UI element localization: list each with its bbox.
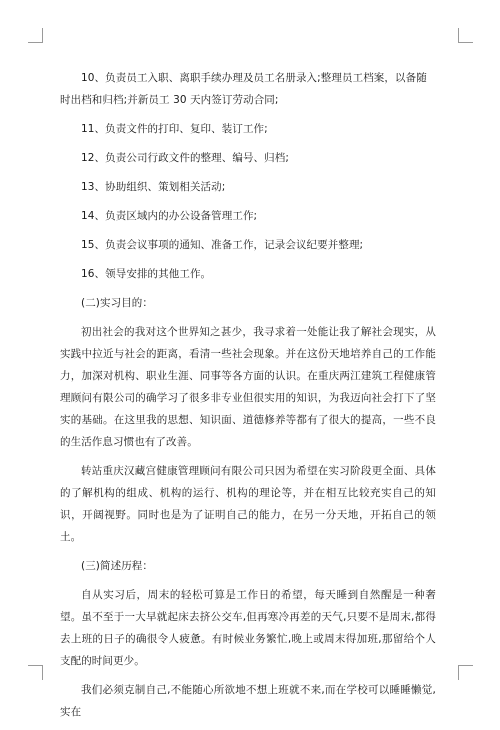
list-item: 12、负责公司行政文件的整理、编号、归档; <box>81 152 289 164</box>
paragraph: 初出社会的我对这个世界知之甚少，我寻求着一处能让我了解社会现实，从实践中拉近与社会的距离，看清一些社会现象。并在这份天地培养自己的工作能力，加深对机构、职业生涯、同事等各方面的认识。在重庆两江建筑工程健康管理顾问有限公司的确学习了很多非专业但很实用的知识，为我迈向社会打下了坚实的基础。在这里我的思想、知识面、道德修养等都有了很大的提高，一些不良的生活作息习惯也有了改善。 <box>60 326 436 448</box>
paragraph: 转站重庆汉藏宫健康管理顾问有限公司只因为希望在实习阶段更全面、具体的了解机构的组成、机构的运行、机构的理论等，并在相互比较充实自己的知识，开阔视野。同时也是为了证明自己的能力，在另一分天地，开拓自己的领土。 <box>60 465 436 543</box>
section-heading-purpose: (二)实习目的： <box>81 297 153 309</box>
crop-mark-bottom-left <box>28 665 43 680</box>
list-item: 10、负责员工入职、离职手续办理及员工名册录入;整理员工档案，以备随时出档和归档;并新员工 30 天内签订劳动合同; <box>60 72 427 106</box>
crop-mark-top-left <box>28 28 43 43</box>
crop-mark-top-right <box>458 28 473 43</box>
list-item: 14、负责区域内的办公设备管理工作; <box>81 210 258 222</box>
paragraph: 自从实习后，周末的轻松可算是工作日的希望，每天睡到自然醒是一种奢望。虽不至于一大早就起床去挤公交车,但再寒冷再差的天气,只要不是周末,都得去上班的日子的确很令人疲惫。有时候业务繁忙,晚上或周末得加班,那留给个人支配的时间更少。 <box>60 589 436 667</box>
document-body <box>60 67 436 730</box>
section-heading-history: (三)简述历程： <box>81 560 153 572</box>
list-item: 13、协助组织、策划相关活动; <box>81 181 226 193</box>
crop-mark-bottom-right <box>458 665 473 680</box>
paragraph: 我们必须克制自己,不能随心所欲地不想上班就不来,而在学校可以睡睡懒觉,实在 <box>60 684 436 718</box>
list-item: 15、负责会议事项的通知、准备工作，记录会议纪要并整理; <box>81 239 364 251</box>
list-item: 11、负责文件的打印、复印、装订工作; <box>81 123 268 135</box>
list-item: 16、领导安排的其他工作。 <box>81 268 212 280</box>
